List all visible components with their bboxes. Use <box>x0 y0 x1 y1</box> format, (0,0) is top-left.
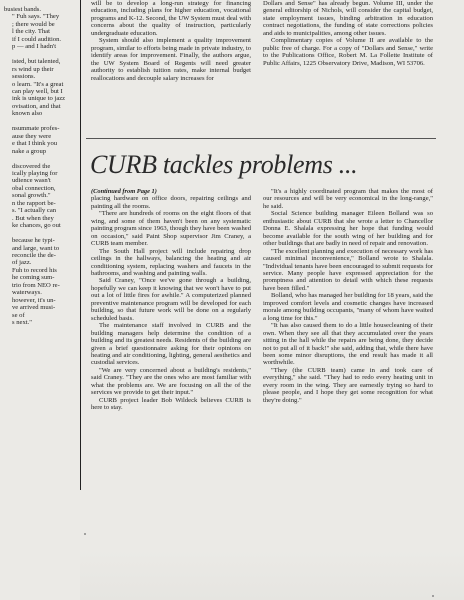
paragraph: "The excellent planning and execution of necessary work has caused minimal inconvenience," Bolland wrote to Shalala. "Individual tenants have been encouraged to submit requests for service. Many people have expressed appreciation for the promptness and attention to detail with which these requests have been filled." <box>263 247 433 292</box>
paragraph: "They (the CURB team) came in and took care of everything," she said. "They had to redo every heating unit in every room in the wing. They are earnestly trying so hard to please people, and I hope they get some recognition for what they're doing." <box>263 366 433 404</box>
left-line <box>4 155 78 162</box>
left-line: n the rapport be- <box>12 199 56 207</box>
scan-speck <box>432 595 434 597</box>
paragraph: "There are hundreds of rooms on the eight floors of that wing, and some of them haven't been on any systematic painting program since 1963, though they have been washed on occasion," said Paint Shop supervisor Jim Craney, a CURB team member. <box>91 210 251 248</box>
scan-speck <box>84 533 86 535</box>
column-divider <box>80 0 81 490</box>
left-line: Fuh to record his <box>12 266 57 274</box>
left-line: rs wind up their <box>12 65 54 73</box>
article-column-2 <box>263 188 433 508</box>
continued-note: (Continued from Page 1) <box>91 188 157 195</box>
paragraph: Complimentary copies of Volume II are available to the public free of charge. For a copy of "Dollars and Sense," write to the Publications Office, Robert M. La Follette Institute of Public Affairs, 1225 Observatory Drive, Madison, WI 53706. <box>263 37 433 67</box>
left-line: ically playing for <box>12 169 58 177</box>
left-line: can play well, but I <box>12 87 63 95</box>
left-line: ovisation, and that <box>12 102 61 110</box>
left-column-fragment <box>4 6 78 476</box>
paragraph: Social Science building manager Eileen Bolland was so enthusiastic about CURB that she wrote a letter to Chancellor Donna E. Shalala expressing her hope that funding would become available for the south wing of her building and for other buildings that are badly in need of repair and renovation. <box>263 210 433 248</box>
left-line: isted, but talented, <box>12 58 61 66</box>
left-line: however, it's un- <box>12 296 56 304</box>
left-line: waterways. <box>12 289 42 297</box>
paragraph: will be to develop a long-run strategy for financing education, including plans for higher education, vocational programs and K-12. Second, the UW System must deal with concerns about the quality of instruction, particularly undergraduate education. <box>91 0 251 37</box>
left-line: nsummate profes- <box>12 125 60 133</box>
left-line: se of <box>12 311 25 319</box>
left-line: ; there would be <box>12 20 55 28</box>
article-column-1 <box>91 188 251 518</box>
left-line: ve arrived musi- <box>12 304 56 312</box>
left-line: p — and I hadn't <box>12 43 57 51</box>
left-line: he coming sum- <box>12 274 55 282</box>
left-line: " Fuh says. "They <box>12 13 60 21</box>
paragraph: The South Hall project will include repairing drop ceilings in the hallways, balancing the heating and air conditioning system, replacing washers and faucets in the bathrooms, and washing and painting walls. <box>91 247 251 277</box>
page-margin <box>80 550 464 600</box>
left-line: if I could audition. <box>12 35 62 43</box>
left-line: l the city. That <box>12 28 50 36</box>
left-line <box>4 51 78 58</box>
paragraph: CURB project leader Bob Wildeck believes CURB is here to stay. <box>91 396 251 412</box>
left-line: ause they were <box>12 132 52 140</box>
left-line: s. "I actually can <box>12 207 57 215</box>
left-line: . But when they <box>12 214 54 222</box>
left-line: nake a group <box>12 147 47 155</box>
left-line: known also <box>12 110 43 118</box>
left-line: trio from NEO re- <box>12 281 60 289</box>
paragraph: "It's a highly coordinated program that makes the most of our resources and will be very economical in the long-range," he said. <box>263 188 433 210</box>
left-line: s next." <box>12 319 32 327</box>
paragraph: The maintenance staff involved in CURB and the building managers help determine the condition of a building and its greatest needs. Residents of the building are given a brief questionnaire asking for their opinions on heating and air conditioning, lighting, general aesthetics and custodial services. <box>91 322 251 367</box>
article-headline: CURB tackles problems ... <box>90 150 358 179</box>
paragraph: Bolland, who has managed her building for 18 years, said the improved comfort levels and cosmetic changes have increased morale among building occupants, "many of whom have waited a long time for this." <box>263 292 433 322</box>
left-line: sonal growth." <box>12 192 51 200</box>
section-divider <box>86 138 436 139</box>
left-line: because he typi- <box>12 237 55 245</box>
top-middle-article-end <box>91 0 251 132</box>
left-line: ink is unique to jazz <box>12 95 66 103</box>
paragraph: "We are very concerned about a building's residents," said Craney. "They are the ones who are most familiar with what the problems are. We are focusing on all the of the services we provide to get their input." <box>91 366 251 397</box>
left-line: reconcile the de- <box>12 251 56 259</box>
left-line: udience wasn't <box>12 177 51 185</box>
left-line <box>4 230 78 237</box>
left-line: of jazz. <box>12 259 32 267</box>
left-line: e that I think you <box>12 140 58 148</box>
paragraph: placing hardware on office doors, repairing ceilings and painting all the rooms. <box>91 195 251 210</box>
left-line: and large, want to <box>12 244 60 252</box>
left-line: discovered the <box>12 162 51 170</box>
left-line: sessions. <box>12 73 36 81</box>
paragraph: "It has also caused them to do a little housecleaning of their own. When they see all that they accumulated over the years sitting in the hall while the repairs are being done, they decide not to put all of it back!" she said, adding that, while there have been some minor disruptions, the end result has made it all worthwhile. <box>263 322 433 367</box>
left-line: obal connection, <box>12 184 56 192</box>
paragraph: System should also implement a quality improvement program, similar to efforts being made in private industry, to identify areas for improvement. Finally, the authors argue, the UW System Board of Regents will need greater authority to establish tuition rates, make internal budget reallocations and decouple salary increases for <box>91 37 251 82</box>
left-line: ke chances, go out <box>12 222 61 230</box>
left-line: o learn. "It's a great <box>12 80 64 88</box>
left-line <box>4 118 78 125</box>
paragraph: Dollars and Sense" has already begun. Volume III, under the general editorship of Nichols, will consider the capital budget, state employment issues, binding arbitration in education contract negotiations, the funding of state corrections policies and aids to municipalities, among other issues. <box>263 0 433 37</box>
top-right-article-end <box>263 0 433 132</box>
paragraph: Said Craney, "Once we've gone through a building, hopefully we can keep it knowing that we won't have to put out a lot of little fires for awhile." A computerized planned preventive maintenance program will be developed for each building, so that future work will be done on a regularly scheduled basis. <box>91 277 251 322</box>
left-line: busiest bands. <box>4 6 41 13</box>
